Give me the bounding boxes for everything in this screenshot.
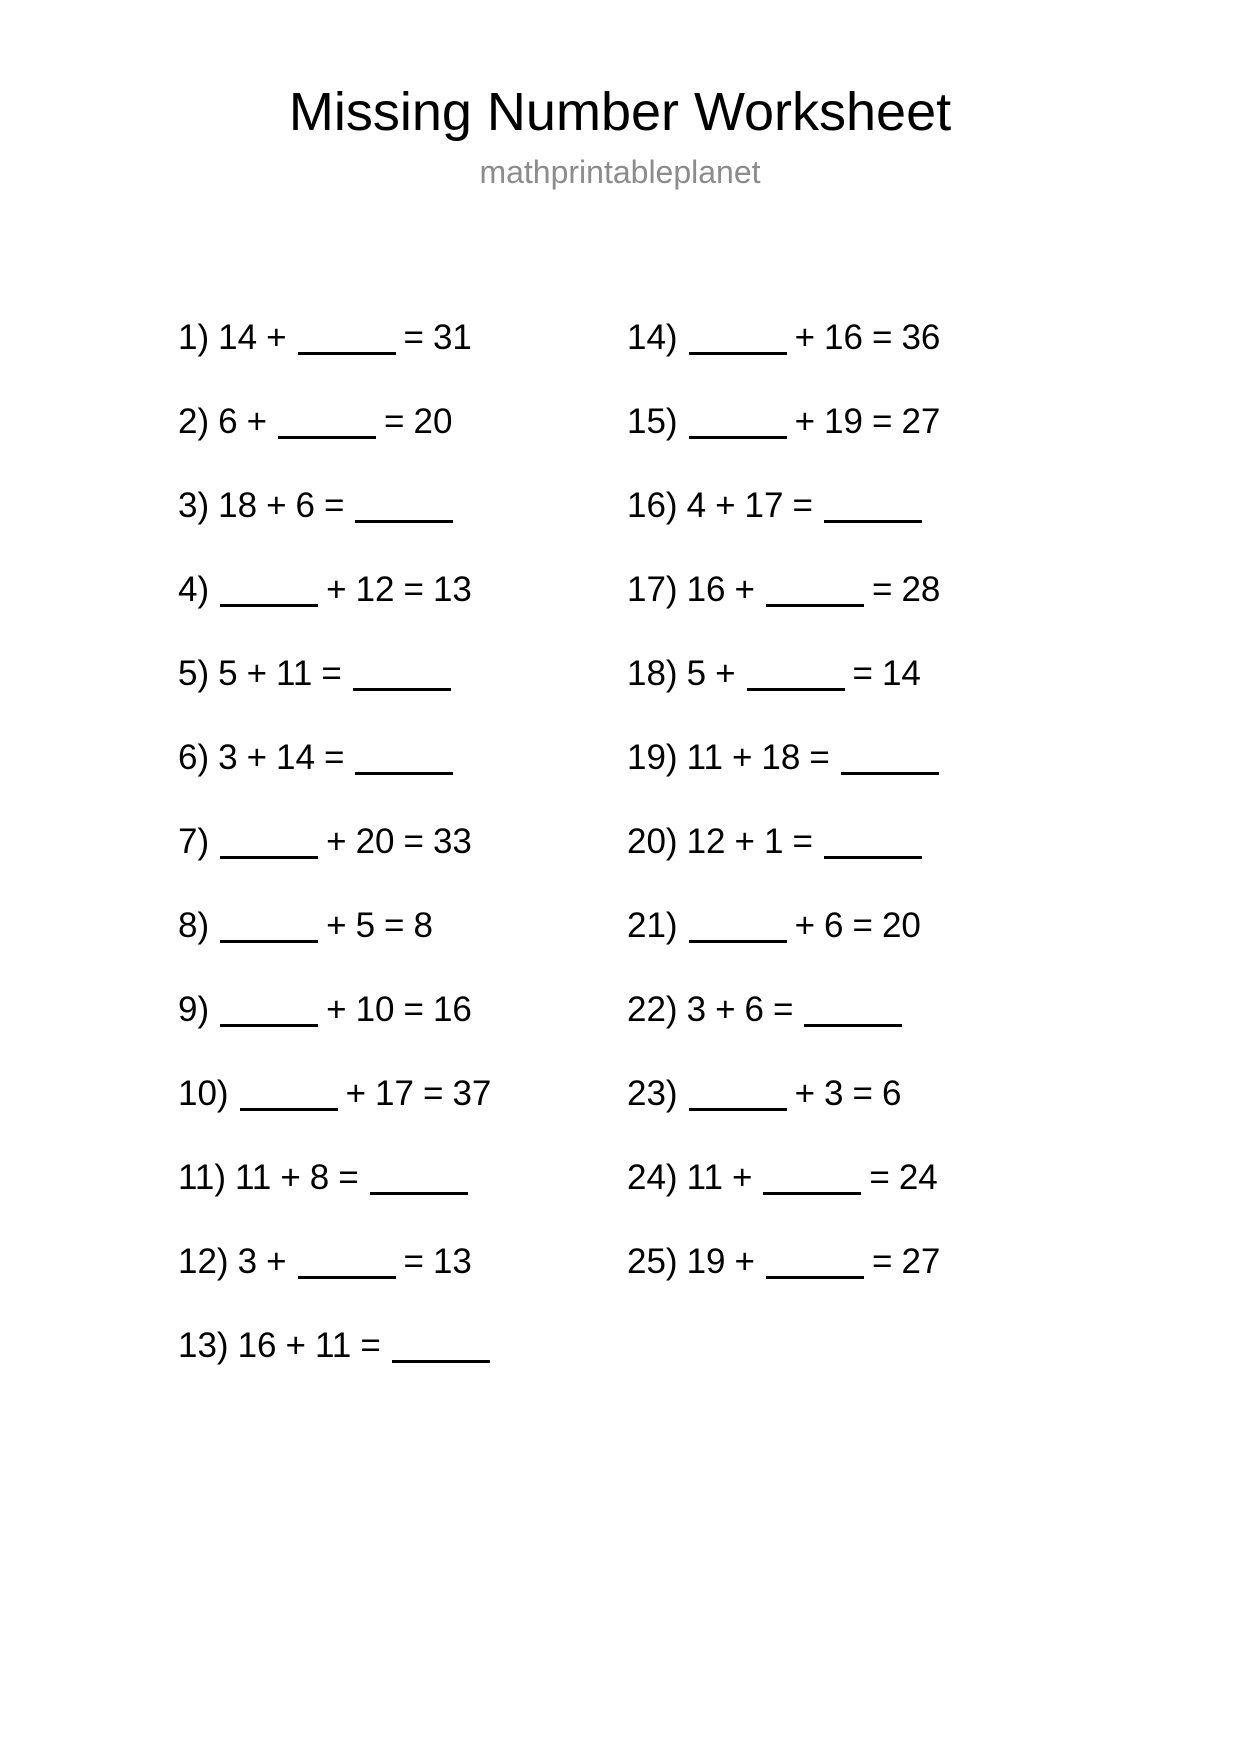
sum-value-blank[interactable] [392, 1334, 490, 1363]
equals-operator: = [871, 318, 893, 357]
sum-value: 24 [898, 1158, 938, 1197]
sum-value-blank[interactable] [353, 662, 451, 691]
first-addend: 14 [218, 318, 258, 357]
first-addend-blank[interactable] [220, 914, 318, 943]
first-addend: 16 [237, 1326, 277, 1365]
problem-row [627, 380, 1057, 464]
first-addend: 3 [686, 990, 707, 1029]
problem-number: 6) [178, 738, 210, 777]
equals-operator: = [869, 1158, 890, 1197]
equals-operator: = [323, 486, 345, 525]
equals-operator: = [321, 654, 342, 693]
problem-row [178, 1052, 623, 1136]
plus-operator: + [734, 570, 755, 609]
plus-operator: + [794, 1074, 816, 1113]
plus-operator: + [326, 570, 347, 609]
equals-operator: = [323, 738, 345, 777]
second-addend: 16 [824, 318, 863, 357]
problem-number: 13) [178, 1326, 229, 1365]
sum-value: 13 [432, 570, 472, 609]
equals-operator: = [871, 1242, 893, 1281]
equals-operator: = [772, 990, 794, 1029]
site-attribution: mathprintableplanet [479, 153, 761, 190]
first-addend: 12 [686, 822, 726, 861]
equals-operator: = [384, 906, 405, 945]
second-addend: 11 [276, 654, 313, 693]
plus-operator: + [794, 318, 816, 357]
sum-value-blank[interactable] [804, 998, 902, 1027]
equals-operator: = [360, 1326, 381, 1365]
problem-number: 24) [627, 1158, 678, 1197]
plus-operator: + [715, 654, 736, 693]
plus-operator: + [345, 1074, 367, 1113]
problem-row [178, 968, 623, 1052]
equals-operator: = [792, 822, 813, 861]
problem-number: 7) [178, 822, 210, 861]
sum-value: 8 [413, 906, 433, 945]
first-addend: 16 [686, 570, 726, 609]
plus-operator: + [326, 822, 347, 861]
sum-value-blank[interactable] [355, 746, 453, 775]
equals-operator: = [852, 906, 873, 945]
plus-operator: + [326, 990, 347, 1029]
plus-operator: + [246, 738, 268, 777]
problem-row [178, 296, 623, 380]
plus-operator: + [794, 906, 816, 945]
problem-number: 12) [178, 1242, 229, 1281]
sum-value: 6 [881, 1074, 902, 1113]
second-addend: 17 [744, 486, 784, 525]
first-addend: 4 [686, 486, 707, 525]
page-title: Missing Number Worksheet [288, 82, 952, 142]
worksheet-header [0, 0, 1240, 190]
problem-row [178, 1220, 623, 1304]
sum-value: 14 [881, 654, 921, 693]
first-addend: 3 [218, 738, 238, 777]
second-addend: 6 [824, 906, 844, 945]
second-addend: 12 [355, 570, 395, 609]
sum-value: 27 [901, 1242, 941, 1281]
problem-number: 10) [178, 1074, 229, 1113]
plus-operator: + [326, 906, 347, 945]
problem-number: 18) [627, 654, 678, 693]
first-addend-blank[interactable] [689, 1082, 787, 1111]
sum-value: 16 [432, 990, 472, 1029]
equals-operator: = [384, 402, 405, 441]
first-addend-blank[interactable] [689, 326, 787, 355]
problem-row [627, 548, 1057, 632]
second-addend: 3 [824, 1074, 844, 1113]
problem-column-right [627, 296, 1057, 1304]
problem-number: 19) [627, 738, 678, 777]
sum-value-blank[interactable] [824, 494, 922, 523]
plus-operator: + [734, 822, 755, 861]
second-addend-blank[interactable] [763, 1166, 861, 1195]
problem-number: 17) [627, 570, 678, 609]
sum-value: 36 [901, 318, 941, 357]
second-addend-blank[interactable] [298, 1250, 396, 1279]
plus-operator: + [731, 738, 753, 777]
second-addend-blank[interactable] [278, 410, 376, 439]
plus-operator: + [246, 654, 268, 693]
sum-value: 33 [432, 822, 472, 861]
plus-operator: + [285, 1326, 306, 1365]
plus-operator: + [246, 402, 268, 441]
second-addend: 10 [355, 990, 395, 1029]
first-addend-blank[interactable] [220, 830, 318, 859]
first-addend: 5 [218, 654, 238, 693]
first-addend-blank[interactable] [689, 914, 787, 943]
plus-operator: + [715, 486, 736, 525]
first-addend-blank[interactable] [240, 1082, 338, 1111]
sum-value-blank[interactable] [824, 830, 922, 859]
plus-operator: + [731, 1158, 753, 1197]
problem-number: 11) [178, 1158, 226, 1197]
plus-operator: + [266, 1242, 287, 1281]
equals-operator: = [403, 318, 424, 357]
plus-operator: + [715, 990, 736, 1029]
equals-operator: = [338, 1158, 359, 1197]
problem-row [627, 296, 1057, 380]
problem-number: 9) [178, 990, 210, 1029]
second-addend: 14 [276, 738, 315, 777]
second-addend: 1 [763, 822, 784, 861]
plus-operator: + [280, 1158, 301, 1197]
sum-value: 28 [901, 570, 941, 609]
problem-row [627, 464, 1057, 548]
problem-number: 15) [627, 402, 678, 441]
problem-number: 4) [178, 570, 210, 609]
problem-number: 1) [178, 318, 210, 357]
second-addend-blank[interactable] [747, 662, 845, 691]
equals-operator: = [403, 990, 424, 1029]
problems-area [0, 296, 1240, 1388]
first-addend: 11 [686, 738, 723, 777]
problem-number: 21) [627, 906, 678, 945]
sum-value-blank[interactable] [370, 1166, 468, 1195]
first-addend: 11 [686, 1158, 723, 1197]
sum-value: 13 [432, 1242, 472, 1281]
equals-operator: = [809, 738, 830, 777]
first-addend-blank[interactable] [220, 998, 318, 1027]
equals-operator: = [403, 1242, 424, 1281]
problem-number: 2) [178, 402, 210, 441]
problem-row [627, 1220, 1057, 1304]
problem-row [627, 884, 1057, 968]
equals-operator: = [871, 402, 893, 441]
sum-value: 20 [881, 906, 921, 945]
equals-operator: = [852, 654, 873, 693]
problem-number: 14) [627, 318, 678, 357]
second-addend: 20 [355, 822, 395, 861]
problem-row [178, 716, 623, 800]
first-addend-blank[interactable] [220, 578, 318, 607]
second-addend: 8 [309, 1158, 330, 1197]
problem-row [178, 464, 623, 548]
problem-number: 16) [627, 486, 678, 525]
equals-operator: = [871, 570, 893, 609]
problem-number: 25) [627, 1242, 678, 1281]
sum-value-blank[interactable] [841, 746, 939, 775]
problem-number: 23) [627, 1074, 678, 1113]
first-addend: 6 [218, 402, 238, 441]
problem-row [627, 800, 1057, 884]
first-addend: 19 [686, 1242, 726, 1281]
sum-value: 37 [452, 1074, 492, 1113]
problem-row [627, 1136, 1057, 1220]
equals-operator: = [422, 1074, 444, 1113]
second-addend: 19 [824, 402, 863, 441]
second-addend: 17 [375, 1074, 414, 1113]
problem-number: 20) [627, 822, 678, 861]
plus-operator: + [266, 486, 287, 525]
problem-row [627, 968, 1057, 1052]
problem-number: 3) [178, 486, 210, 525]
equals-operator: = [792, 486, 813, 525]
second-addend: 6 [295, 486, 315, 525]
problem-column-left [178, 296, 623, 1388]
first-addend: 3 [237, 1242, 258, 1281]
sum-value: 31 [432, 318, 472, 357]
problem-row [178, 800, 623, 884]
first-addend-blank[interactable] [689, 410, 787, 439]
problem-row [178, 632, 623, 716]
problem-number: 5) [178, 654, 210, 693]
second-addend-blank[interactable] [298, 326, 396, 355]
problem-row [178, 1304, 623, 1388]
problem-number: 22) [627, 990, 678, 1029]
problem-row [178, 380, 623, 464]
second-addend: 11 [314, 1326, 352, 1365]
plus-operator: + [734, 1242, 755, 1281]
plus-operator: + [266, 318, 287, 357]
second-addend: 18 [761, 738, 801, 777]
sum-value-blank[interactable] [355, 494, 453, 523]
plus-operator: + [794, 402, 816, 441]
problem-row [178, 548, 623, 632]
problem-row [627, 716, 1057, 800]
equals-operator: = [403, 822, 424, 861]
problem-row [178, 884, 623, 968]
equals-operator: = [852, 1074, 873, 1113]
first-addend: 11 [235, 1158, 272, 1197]
problem-row [178, 1136, 623, 1220]
equals-operator: = [403, 570, 424, 609]
sum-value: 27 [901, 402, 941, 441]
problem-number: 8) [178, 906, 210, 945]
problem-row [627, 1052, 1057, 1136]
first-addend: 18 [218, 486, 258, 525]
second-addend-blank[interactable] [766, 578, 864, 607]
second-addend-blank[interactable] [766, 1250, 864, 1279]
first-addend: 5 [686, 654, 707, 693]
sum-value: 20 [413, 402, 453, 441]
second-addend: 5 [355, 906, 376, 945]
second-addend: 6 [744, 990, 764, 1029]
problem-row [627, 632, 1057, 716]
